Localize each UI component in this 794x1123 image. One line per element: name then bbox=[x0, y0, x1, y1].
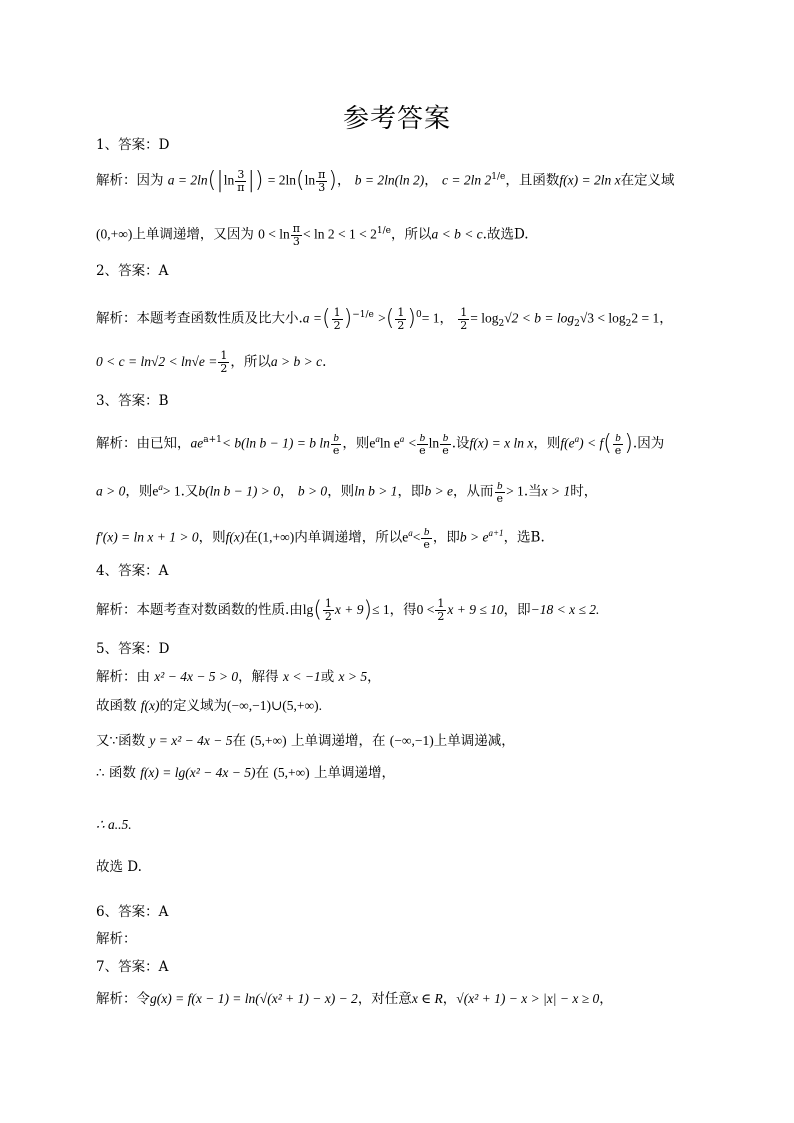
solution-5-line-4: ∴ 函数 f(x) = lg(x² − 4x − 5)在 (5,+∞) 上单调递增， bbox=[96, 765, 395, 781]
solution-4-line-1: 解析：本题考查对数函数的性质.由lg( $\frac{1}{2}$ x + 9)≤ 1，得0 < $\frac{1}{2}$ x + 9 ≤ 10，即−18 < x ≤ 2. bbox=[96, 597, 600, 623]
answer-4: 4、答案：A bbox=[96, 563, 169, 579]
solution-3-line-2: a > 0，则$e^a> 1$.又b(ln b − 1) > 0， b > 0，则ln b > 1，即b > e，从而 $\frac{b}{e}$ > 1.当x > 1时， bbox=[96, 479, 598, 505]
solution-3-line-3: f′(x) = ln x + 1 > 0，则f(x)在(1,+∞)内单调递增，所以$e^a<$ $\frac{b}{e}$ ，即$b > e^{a+1}$，选B. bbox=[96, 525, 545, 551]
answer-5: 5、答案：D bbox=[96, 641, 170, 657]
solution-5-line-6: 故选 D. bbox=[96, 859, 142, 875]
solution-1-line-1: 解析：因为 a = 2ln(|ln $\frac{3}{\pi}$ |) = 2ln(ln $\frac{\pi}{3}$ )， b = 2ln(ln 2)， c = 2ln $2^{1/e}$，且函数f(x) = 2ln x在定义域 bbox=[96, 167, 675, 194]
solution-6-line-1: 解析： bbox=[96, 931, 137, 947]
page-title: 参考答案 bbox=[342, 104, 451, 134]
solution-2-line-1: 解析：本题考查函数性质及比大小.a =( $\frac{1}{2}$ )$^{-1/e}$ >( $\frac{1}{2}$ )$^0$= 1， $\frac{1}{2}$ = $\log_2√2 < b = \log_2√3 < \log_22 = 1$， bbox=[96, 305, 673, 332]
solution-2-line-2: 0 < c = ln√2 < ln√e = $\frac{1}{2}$ ，所以a > b > c. bbox=[96, 349, 327, 375]
solution-7-line-1: 解析：令g(x) = f(x − 1) = ln(√(x² + 1) − x) − 2，对任意x ∈ R，√(x² + 1) − x > |x| − x ≥ 0， bbox=[96, 991, 613, 1007]
answer-1: 1、答案：D bbox=[96, 137, 170, 153]
solution-5-line-1: 解析：由 x² − 4x − 5 > 0，解得 x < −1或 x > 5， bbox=[96, 669, 381, 685]
answer-2: 2、答案：A bbox=[96, 263, 169, 279]
solution-1-line-2: (0,+∞)上单调递增，又因为 0 < ln $\frac{\pi}{3}$ < $\ln 2 < 1 < 2^{1/e}$，所以a < b < c.故选D. bbox=[96, 221, 529, 248]
answer-6: 6、答案：A bbox=[96, 904, 169, 920]
solution-5-line-2: 故函数 f(x)的定义域为(−∞,−1)∪(5,+∞). bbox=[96, 698, 323, 714]
answer-3: 3、答案：B bbox=[96, 393, 169, 409]
answer-7: 7、答案：A bbox=[96, 959, 169, 975]
solution-3-line-1: 解析：由已知，$ae^{a+1}< b(\ln$ b − 1) = b ln $\frac{b}{e}$ ，则$e^a\ln$ $e^a$ < $\frac{b}{e}$ ln $\frac{b}{e}$ .设f(x) = x ln x，则$f(e^a) < f$( $\frac{b}{e}$ ).因为 bbox=[96, 431, 665, 457]
solution-5-line-5: ∴ a..5. bbox=[96, 817, 132, 832]
solution-5-line-3: 又∵函数 y = x² − 4x − 5在 (5,+∞) 上单调递增，在 (−∞,−1)上单调递减， bbox=[96, 733, 515, 749]
